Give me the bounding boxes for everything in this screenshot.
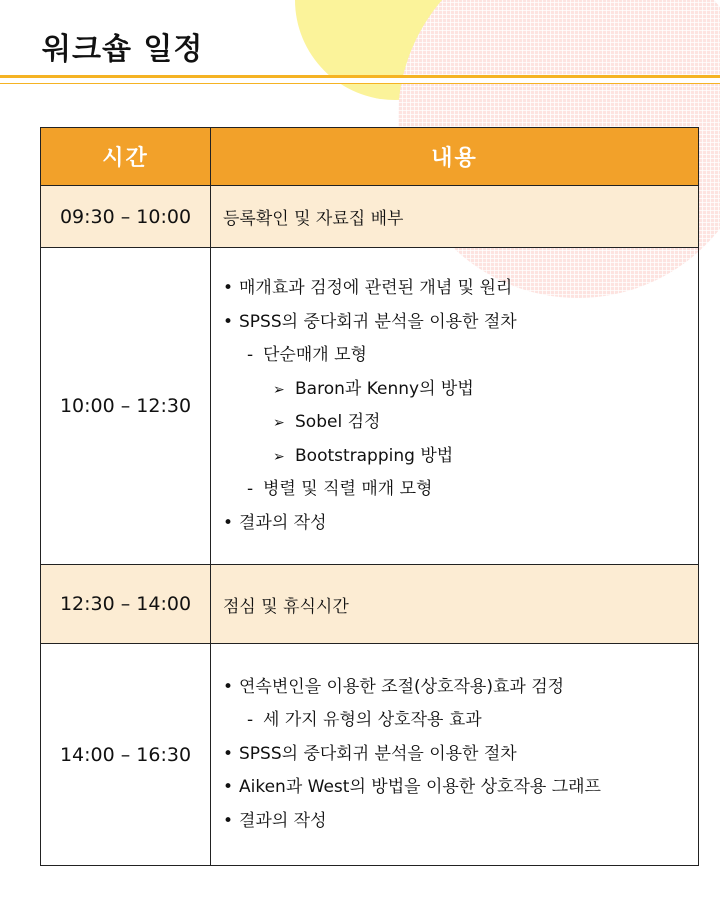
list-item: • 매개효과 검정에 관련된 개념 및 원리 [223,272,698,306]
header-content: 내용 [211,128,699,186]
bullet-marker: • [223,777,234,798]
list-item: - 세 가지 유형의 상호작용 효과 [223,704,698,738]
bullet-marker: • [223,810,234,831]
arrow-bullet-icon: ➢ [273,448,285,465]
bullet-marker: • [223,278,234,298]
bullet-marker: • [223,512,234,533]
content-list [223,671,698,839]
table-header-row [41,128,699,186]
table-row [41,644,699,866]
time-cell: 14:00 – 16:30 [41,644,211,866]
dash-marker: - [247,479,254,499]
list-item: ➢ Sobel 검정 [223,406,698,440]
title-underline [0,75,720,84]
list-item: ➢ Bootstrapping 방법 [223,440,698,474]
list-item: • SPSS의 중다회귀 분석을 이용한 절차 [223,738,698,772]
content-text: 점심 및 휴식시간 [223,596,349,617]
bullet-marker: • [223,676,234,697]
content-cell [211,565,699,644]
list-item: • 결과의 작성 [223,805,698,839]
schedule-table [40,127,699,866]
content-list [223,272,698,540]
arrow-bullet-icon: ➢ [273,415,285,431]
list-item: • Aiken과 West의 방법을 이용한 상호작용 그래프 [223,771,698,805]
list-item: ➢ Baron과 Kenny의 방법 [223,373,698,407]
list-item: - 병렬 및 직렬 매개 모형 [223,473,698,507]
table-row [41,565,699,644]
content-text: 등록확인 및 자료집 배부 [223,209,404,229]
list-item: - 단순매개 모형 [223,339,698,373]
list-item: • SPSS의 중다회귀 분석을 이용한 절차 [223,306,698,340]
list-item: • 결과의 작성 [223,507,698,541]
time-cell: 09:30 – 10:00 [41,186,211,248]
table-row [41,186,699,248]
page-title: 워크숍 일정 [42,32,204,67]
dash-marker: - [247,345,254,365]
arrow-bullet-icon: ➢ [273,381,285,398]
time-cell: 10:00 – 12:30 [41,248,211,565]
content-cell [211,186,699,248]
header-time: 시간 [41,128,211,186]
time-cell: 12:30 – 14:00 [41,565,211,644]
dash-marker: - [247,710,254,731]
bullet-marker: • [223,311,234,332]
content-cell [211,248,699,565]
content-cell [211,644,699,866]
table-row [41,248,699,565]
list-item: • 연속변인을 이용한 조절(상호작용)효과 검정 [223,671,698,705]
bullet-marker: • [223,743,234,764]
